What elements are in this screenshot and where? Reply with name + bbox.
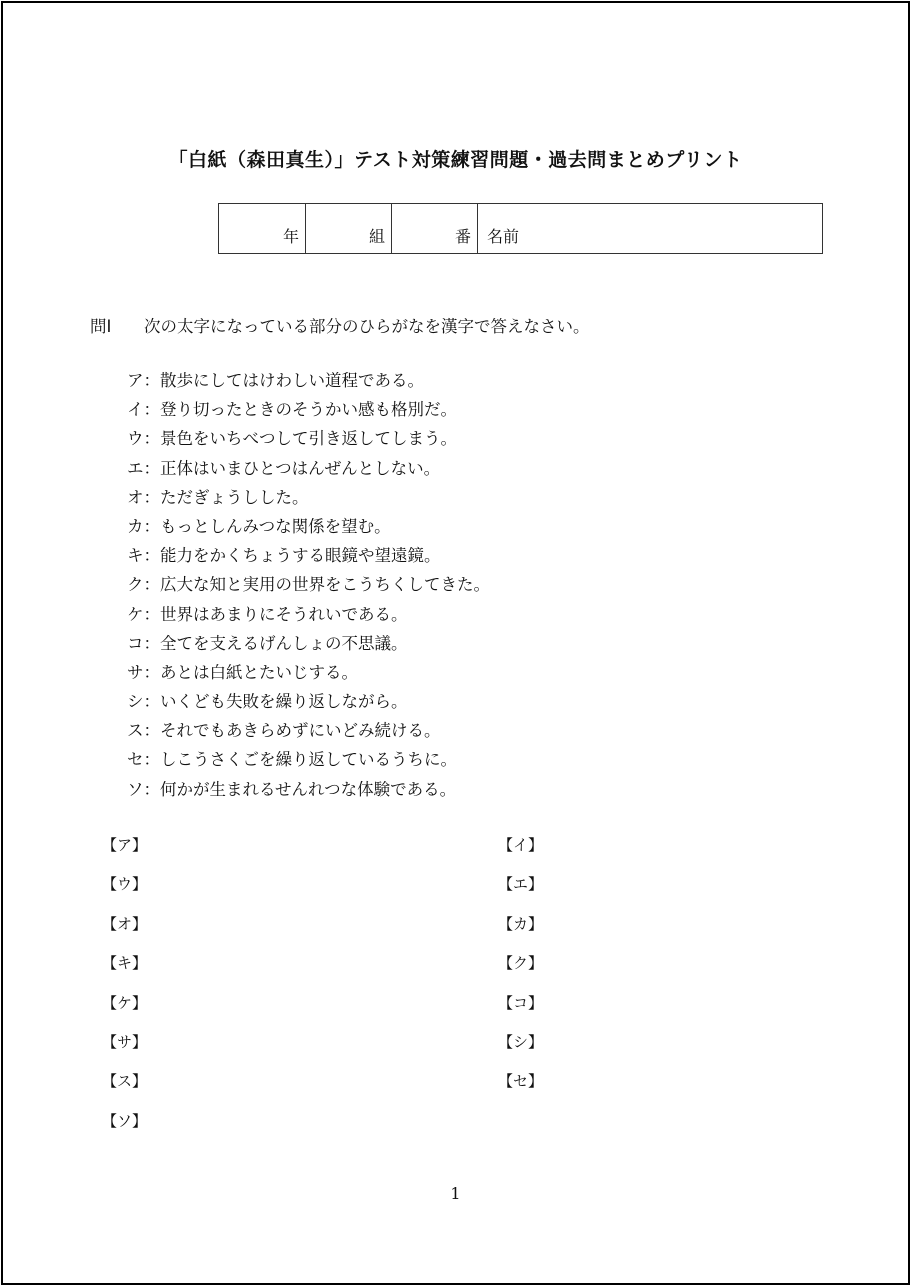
question-item: ソ：何かが生まれるせんれつな体験である。	[127, 779, 457, 799]
answer-label: 【カ】	[498, 914, 544, 933]
answer-label: 【キ】	[102, 954, 148, 973]
student-info-table	[218, 203, 823, 254]
page-title: 「白紙（森田真生）」テスト対策練習問題・過去問まとめプリント	[168, 149, 743, 171]
question-item: キ：能力をかくちょうする眼鏡や望遠鏡。	[127, 546, 441, 566]
answer-label: 【ク】	[498, 954, 544, 973]
answer-label: 【ア】	[102, 836, 148, 854]
answer-label: 【オ】	[102, 914, 148, 933]
year-field[interactable]	[219, 204, 306, 253]
question-items	[127, 370, 490, 808]
name-field[interactable]	[478, 204, 822, 253]
class-field[interactable]	[306, 204, 392, 253]
name-label: 名前	[487, 227, 520, 246]
number-field[interactable]	[392, 204, 478, 253]
question-item: ク：広大な知と実用の世界をこうちくしてきた。	[127, 575, 490, 595]
question-item: ケ：世界はあまりにそうれいである。	[127, 604, 408, 624]
page-number: 1	[450, 1184, 461, 1203]
question-header	[90, 313, 590, 337]
question-item: カ：もっとしんみつな関係を望む。	[127, 516, 391, 536]
answer-label: 【ウ】	[102, 875, 148, 894]
question-item: オ：ただぎょうしした。	[127, 487, 309, 507]
question-item: セ：しこうさくごを繰り返しているうちに。	[127, 750, 457, 770]
answer-label: 【ケ】	[102, 993, 148, 1012]
question-item: ア：散歩にしてはけわしい道程である。	[127, 371, 424, 390]
question-item: イ：登り切ったときのそうかい感も格別だ。	[127, 400, 457, 420]
answer-label: 【シ】	[498, 1033, 544, 1051]
answer-label: 【ス】	[102, 1072, 148, 1091]
question-instruction: 次の太字になっている部分のひらがなを漢字で答えなさい。	[144, 317, 590, 336]
question-item: サ：あとは白紙とたいじする。	[127, 662, 358, 682]
answer-label: 【セ】	[498, 1072, 544, 1091]
question-number: 問Ⅰ	[90, 317, 112, 336]
question-item: ス：それでもあきらめずにいどみ続ける。	[127, 721, 441, 741]
year-label: 年	[282, 227, 299, 246]
question-item: シ：いくども失敗を繰り返しながら。	[127, 692, 408, 712]
question-item: コ：全てを支えるげんしょの不思議。	[127, 633, 408, 653]
question-item: ウ：景色をいちべつして引き返してしまう。	[127, 429, 457, 449]
answer-label: 【コ】	[498, 993, 544, 1012]
number-label: 番	[454, 227, 471, 246]
question-item: エ：正体はいまひとつはんぜんとしない。	[127, 458, 441, 478]
class-label: 組	[368, 227, 385, 246]
answer-label: 【サ】	[102, 1033, 148, 1051]
answer-label: 【ソ】	[102, 1111, 148, 1130]
answer-label: 【イ】	[498, 836, 544, 854]
answer-label: 【エ】	[498, 875, 544, 894]
